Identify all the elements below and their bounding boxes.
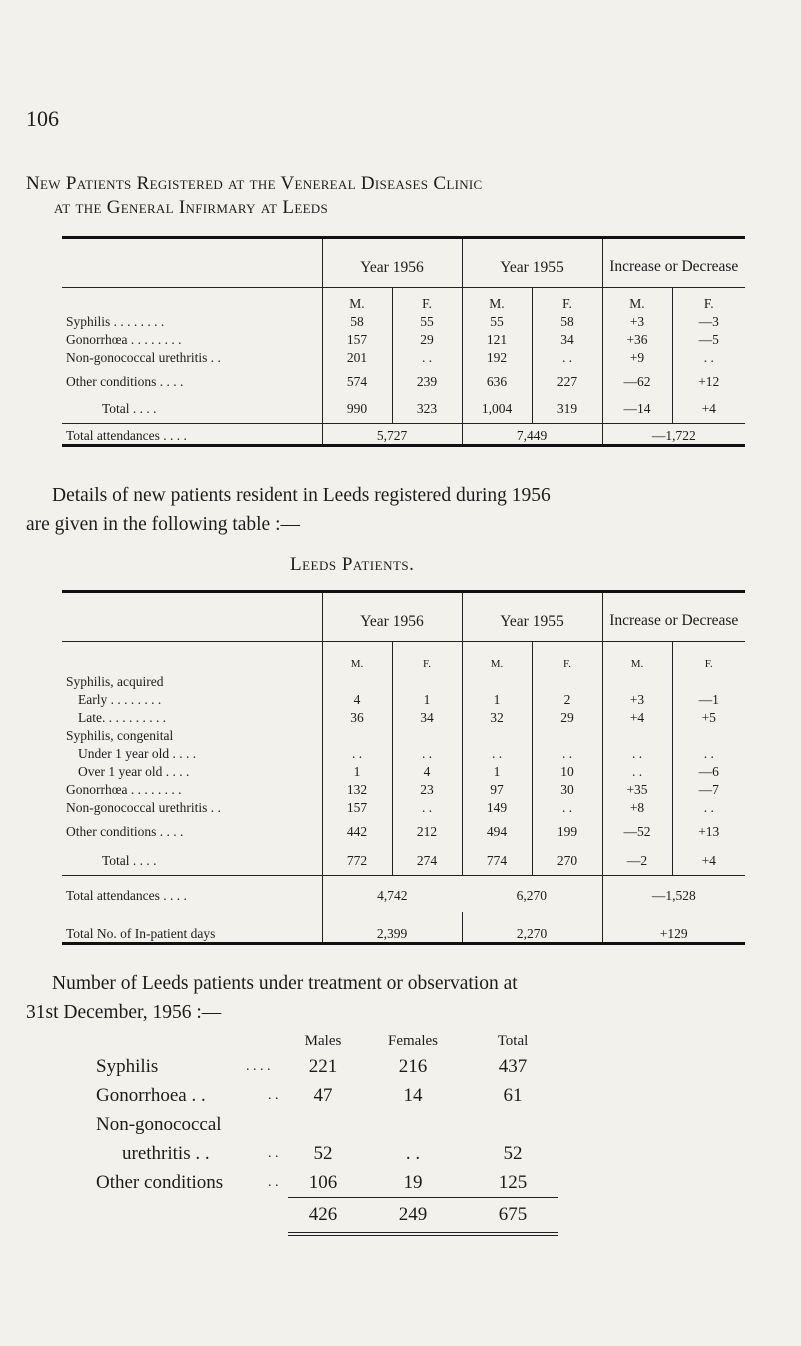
cell: +9 [602,348,672,366]
cell: —1 [672,690,745,708]
row-label: Gonorrhœa . . . . . . . . [66,331,182,347]
inpatient-days-row [62,912,745,944]
cell: 30 [532,780,602,798]
cell: —3 [672,312,745,330]
sub-header-m: M. [462,642,532,670]
col-group-year-1956: Year 1956 [322,238,462,288]
clinic-registrations-table [62,236,745,447]
cell: 5,727 [322,424,462,446]
header-total: Total [497,1032,529,1049]
sub-header-f: F. [392,288,462,312]
leeds-patients-table [62,590,745,945]
cell: 36 [322,708,392,726]
attendances-row [62,876,745,912]
cell: 52 [503,1142,523,1164]
page-heading [26,172,786,220]
cell: 4 [322,690,392,708]
heading-line-2: at the General Infirmary at Leeds [54,197,329,218]
leader-dots: . . [268,1174,279,1190]
cell: . . [672,348,745,366]
col-group-year-1955: Year 1955 [462,592,602,642]
cell: —5 [672,330,745,348]
cell: +4 [602,708,672,726]
cell: 4,742 [322,876,462,912]
cell: 157 [322,330,392,348]
cell: 125 [498,1171,528,1193]
cell: +4 [672,840,745,876]
table-row [96,1081,558,1110]
cell: —14 [602,390,672,424]
row-label: Early . . . . . . . . [78,691,162,707]
leeds-patients-title: Leeds Patients. [290,554,415,575]
cell: . . [672,744,745,762]
row-label: Other conditions . . . . [66,823,184,839]
cell: +8 [602,798,672,816]
table-row [62,726,745,744]
row-label: Syphilis . . . . . . . . [66,313,165,329]
leader-dots: . . . . [246,1058,271,1074]
table-row [96,1110,558,1139]
total-all: 675 [468,1198,558,1235]
cell: 212 [392,816,462,840]
paragraph-line: Number of Leeds patients under treatment or observation at [52,973,518,994]
cell: 6,270 [516,887,547,903]
header-males: Males [304,1032,342,1049]
corner-cell [62,238,322,288]
paragraph-line: Details of new patients resident in Leeds registered during 1956 [52,485,551,506]
cell: . . [532,348,602,366]
cell: 574 [322,366,392,390]
cell: 34 [532,330,602,348]
cell: +35 [602,780,672,798]
cell: 34 [392,708,462,726]
table-row [62,744,745,762]
cell: 2,399 [322,912,462,944]
sub-header-m: M. [602,642,672,670]
row-label: Non-gonococcal urethritis . . [66,799,221,815]
cell: 323 [392,390,462,424]
table-row [62,330,745,348]
row-label: Syphilis, acquired [66,673,164,689]
cell: —2 [602,840,672,876]
cell: 55 [392,312,462,330]
cell: 494 [462,816,532,840]
cell: 437 [498,1055,528,1077]
row-label: Syphilis [96,1055,159,1077]
cell: 1 [462,690,532,708]
cell: 29 [392,330,462,348]
table-row [62,816,745,840]
cell: 199 [532,816,602,840]
cell: 2,270 [462,912,602,944]
table-row [62,366,745,390]
row-label: Other conditions [96,1171,224,1193]
treatment-paragraph [26,969,770,1027]
cell: 97 [462,780,532,798]
leader-dots: . . [268,1087,279,1103]
table-row [96,1052,558,1081]
cell: +5 [672,708,745,726]
cell: 227 [532,366,602,390]
cell: 239 [392,366,462,390]
cell: 10 [532,762,602,780]
cell: 990 [322,390,392,424]
cell: 319 [532,390,602,424]
under-treatment-table [96,1030,558,1236]
cell: 216 [398,1055,428,1077]
row-label: Late. . . . . . . . . . [78,709,167,725]
cell: 58 [322,312,392,330]
total-row [62,390,745,424]
table-row [62,798,745,816]
sub-header-m: M. [462,288,532,312]
total-row [62,840,745,876]
sub-header-f: F. [392,642,462,670]
table-row [96,1168,558,1198]
cell: +36 [602,330,672,348]
cell: 1 [392,690,462,708]
row-label: Non-gonococcal urethritis . . [66,349,221,365]
table-row [62,780,745,798]
cell: —62 [602,366,672,390]
attendances-label: Total attendances . . . . [66,428,187,443]
cell: 1 [462,762,532,780]
cell: 201 [322,348,392,366]
total-males: 426 [288,1198,358,1235]
cell: 14 [403,1084,423,1106]
attendances-row [62,424,745,446]
page-number: 106 [26,106,59,131]
sub-header-f: F. [672,642,745,670]
cell: 52 [313,1142,333,1164]
sub-header-f: F. [672,288,745,312]
cell: —6 [672,762,745,780]
cell: 121 [462,330,532,348]
cell: 4 [392,762,462,780]
cell: 106 [308,1171,338,1193]
col-group-year-1955: Year 1955 [462,238,602,288]
table-row [62,708,745,726]
cell: —7 [672,780,745,798]
cell: 270 [532,840,602,876]
paragraph-line: are given in the following table :— [26,514,301,535]
cell: 1,004 [462,390,532,424]
total-label: Total . . . . [102,401,157,416]
leader-dots: . . [268,1145,279,1161]
row-label: Over 1 year old . . . . [78,763,190,779]
cell: —1,528 [602,876,745,912]
sub-header-f: F. [532,642,602,670]
cell: —52 [602,816,672,840]
cell: . . [602,744,672,762]
row-label: Gonorrhoea . . [96,1084,206,1106]
sub-header-f: F. [532,288,602,312]
cell: 1 [322,762,392,780]
intro-paragraph [26,481,766,539]
inpatient-days-label: Total No. of In-patient days [66,926,216,941]
heading-line-1: New Patients Registered at the Venereal Diseases Clinic [26,173,483,194]
col-group-increase-decrease: Increase or Decrease [602,238,745,288]
cell: 774 [462,840,532,876]
cell: . . [532,798,602,816]
table-row [62,670,745,690]
cell: 61 [503,1084,523,1106]
table-row [62,690,745,708]
paragraph-line: 31st December, 1956 :— [26,1002,222,1023]
table-row [96,1139,558,1168]
cell: 221 [308,1055,338,1077]
cell: +13 [672,816,745,840]
cell: 29 [532,708,602,726]
total-females: 249 [358,1198,468,1235]
totals-row [96,1198,558,1235]
cell: . . [392,348,462,366]
row-label: Under 1 year old . . . . [78,745,197,761]
cell: . . [602,762,672,780]
cell: 132 [322,780,392,798]
cell: +12 [672,366,745,390]
attendances-label: Total attendances . . . . [66,887,187,903]
total-label: Total . . . . [102,853,157,868]
cell: 636 [462,366,532,390]
cell: 442 [322,816,392,840]
col-group-increase-decrease: Increase or Decrease [602,592,745,642]
cell: 274 [392,840,462,876]
row-label: Syphilis, congenital [66,727,174,743]
cell: 149 [462,798,532,816]
cell: . . [532,744,602,762]
cell: . . [462,744,532,762]
header-females: Females [388,1032,438,1049]
cell: 7,449 [462,424,602,446]
cell: . . [405,1142,421,1164]
cell: . . [392,744,462,762]
row-label: Non-gonococcal [96,1113,222,1135]
cell: . . [672,798,745,816]
cell: +3 [602,312,672,330]
sub-header-m: M. [602,288,672,312]
cell: 19 [403,1171,423,1193]
corner-cell [62,592,322,642]
sub-header-m: M. [322,288,392,312]
cell: +4 [672,390,745,424]
row-label: urethritis . . [122,1142,210,1164]
cell: 772 [322,840,392,876]
sub-header-m: M. [322,642,392,670]
row-label: Gonorrhœa . . . . . . . . [66,781,182,797]
table-row [62,762,745,780]
table-row [62,312,745,330]
row-label: Other conditions . . . . [66,373,184,389]
cell: 55 [462,312,532,330]
table-row [62,348,745,366]
cell: +3 [602,690,672,708]
cell: 23 [392,780,462,798]
cell: +129 [602,912,745,944]
cell: 47 [313,1084,333,1106]
col-group-year-1956: Year 1956 [322,592,462,642]
cell: 157 [322,798,392,816]
cell: . . [392,798,462,816]
cell: 192 [462,348,532,366]
cell: 32 [462,708,532,726]
cell: —1,722 [602,424,745,446]
cell: . . [322,744,392,762]
cell: 2 [532,690,602,708]
cell: 58 [532,312,602,330]
